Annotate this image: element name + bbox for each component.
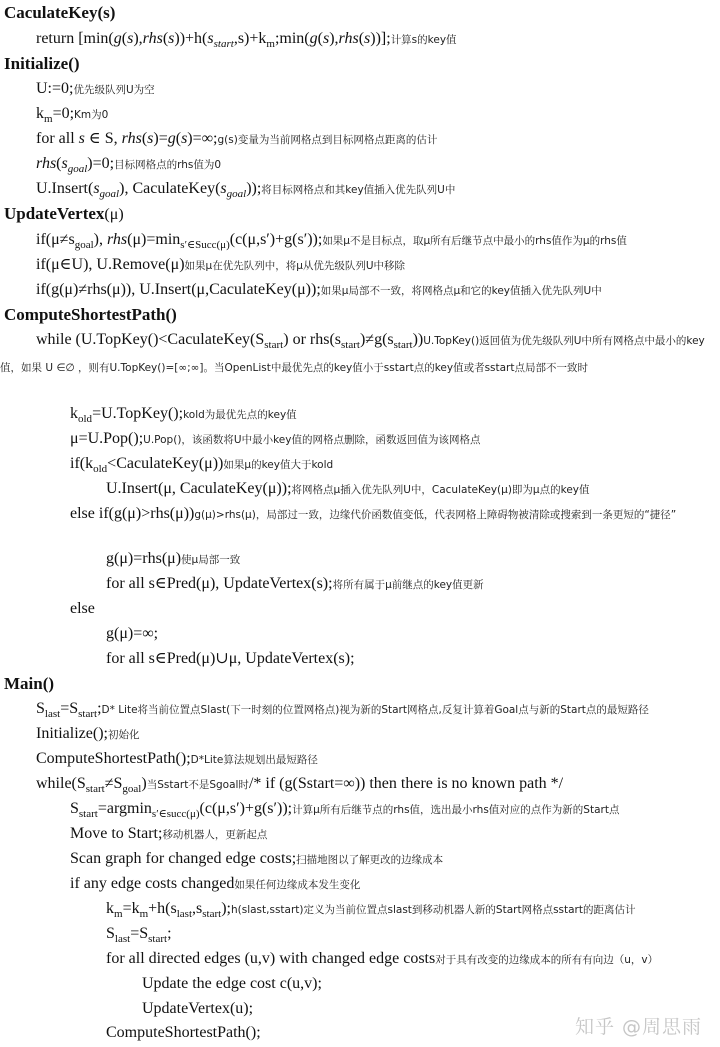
code-line: $S_{start}=argmin_{s'\in succ(\mu)}(c(\mu,s')+g(s'))$;计算μ所有后继节点的rhs值，选出最小rhs值对应的点作为新的Start点 [70, 800, 620, 821]
code-line-wrapped: while ($U.TopKey()<CaculateKey(S_{start})$ or $rhs(s_{start})\ne g(s_{start}))U.TopKey()$返回值为优先级队列U中所有网格点中最小的key值，如果 U ∈∅ ，则有U.TopKey()=[∞;∞]。当OpenList中最优先点的key值小于sstart点的key值或者sstart点局部不一致时 [0, 331, 705, 375]
code-line: Move to Start;移动机器人，更新起点 [70, 825, 268, 842]
code-comment: g(μ)>rhs(μ)，局部过一致，边缘代价函数值变低，代表网格上障碍物被清除或搜索到一条更短的“捷径” [194, 509, 677, 521]
code-comment: 计算s的key值 [390, 34, 457, 46]
code-line: Update the edge cost c(u,v); [142, 975, 322, 992]
code-line: if(g(μ)≠rhs(μ)), U.Insert(μ,CaculateKey(μ));如果μ局部不一致，将网格点μ和它的key值插入优先队列U中 [36, 281, 602, 298]
code-line: if any edge costs changed如果任何边缘成本发生变化 [70, 875, 361, 892]
heading-updatevertex: UpdateVertex(μ) [4, 204, 124, 223]
code-line: UpdateVertex(u); [142, 1000, 254, 1017]
code-comment: U.Pop()，该函数将U中最小key值的网格点删除，函数返回值为该网格点 [143, 434, 481, 446]
code-comment: h(slast,sstart)定义为当前位置点slast到移动机器人新的Start网格点sstart的距离估计 [230, 904, 636, 916]
code-comment: g(s)变量为当前网格点到目标网格点距离的估计 [217, 134, 438, 146]
code-line: return $[\min(g(s),rhs(s))+h(s_{start},s)+k_m;\min(g(s),rhs(s))]$;计算s的key值 [36, 30, 457, 51]
code-line: g(μ)=rhs(μ)使μ局部一致 [106, 550, 241, 567]
code-comment: 如果任何边缘成本发生变化 [234, 879, 361, 891]
code-comment: 优先级队列U为空 [73, 84, 155, 96]
code-comment: 对于具有改变的边缘成本的所有有向边（u，v） [435, 954, 659, 966]
code-line: Initialize();初始化 [36, 725, 140, 742]
heading-main: Main() [4, 674, 55, 693]
code-line: $while(S_{start}\ne S_{goal})$当Sstart不是Sgoal时/* if (g(Sstart=∞)) then there is no known path */ [36, 775, 564, 796]
code-comment: 如果μ不是目标点，取μ所有后继节点中最小的rhs值作为μ的rhs值 [322, 235, 627, 247]
code-line: U.Insert(μ, CaculateKey(μ));将网格点μ插入优先队列U中，CaculateKey(μ)即为μ点的key值 [106, 480, 590, 497]
code-line: ComputeShortestPath();D*Lite算法规划出最短路径 [36, 750, 318, 767]
code-comment: 如果μ的key值大于kold [223, 459, 334, 471]
code-line: Scan graph for changed edge costs;扫描地图以了解更改的边缘成本 [70, 850, 444, 867]
code-line: for all s∈Pred(μ), UpdateVertex(s);将所有属于μ前继点的key值更新 [106, 575, 484, 592]
code-comment: 扫描地图以了解更改的边缘成本 [296, 854, 444, 866]
code-comment: 将网格点μ插入优先队列U中，CaculateKey(μ)即为μ点的key值 [291, 484, 590, 496]
code-comment: D* Lite将当前位置点Slast(下一时刻的位置网格点)视为新的Start网格点,反复计算着Goal点与新的Start点的最短路径 [101, 704, 649, 716]
zhihu-watermark: 知乎 @周思雨 [574, 1016, 702, 1038]
code-line: if(μ∈U), U.Remove(μ)如果μ在优先队列中，将μ从优先级队列U中移除 [36, 256, 406, 273]
heading-initialize: Initialize() [4, 54, 80, 73]
code-line-wrapped: else if(g(μ)>rhs(μ))g(μ)>rhs(μ)，局部过一致，边缘代价函数值变低，代表网格上障碍物被清除或搜索到一条更短的“捷径” [70, 505, 677, 522]
code-line: $S_{last}=S_{start}$; [106, 925, 172, 946]
code-comment: 当Sstart不是Sgoal时 [146, 779, 249, 791]
code-line: for all s∈Pred(μ)∪μ, UpdateVertex(s); [106, 650, 355, 667]
code-comment: 使μ局部一致 [181, 554, 241, 566]
heading-computeshortestpath: ComputeShortestPath() [4, 305, 177, 324]
code-line: $if(k_{old}<CaculateKey(\mu))$如果μ的key值大于kold [70, 455, 334, 476]
code-comment: kold为最优先点的key值 [183, 409, 297, 421]
code-comment: 将所有属于μ前继点的key值更新 [332, 579, 484, 591]
code-comment: 目标网格点的rhs值为0 [114, 159, 222, 171]
code-line: $rhs(s_{goal})=0$;目标网格点的rhs值为0 [36, 155, 222, 176]
code-line: $if(\mu\ne s_{goal})$, $rhs(\mu)=\min_{s'\in Succ(\mu)}(c(\mu,s')+g(s'))$;如果μ不是目标点，取μ所有后继节点中最小的rhs值作为μ的rhs值 [36, 231, 627, 252]
code-comment: D*Lite算法规划出最短路径 [190, 754, 318, 766]
code-line: g(μ)=∞; [106, 625, 159, 642]
code-comment: 如果μ在优先队列中，将μ从优先级队列U中移除 [184, 260, 406, 272]
code-line: $k_{old}=U.TopKey();kold$为最优先点的key值 [70, 405, 297, 426]
code-line: $U.Insert(s_{goal})$, $CaculateKey(s_{goal})$);将目标网格点和其key值插入优先队列U中 [36, 180, 456, 201]
code-line: for all s ∈ S, rhs(s)=g(s)=∞;g(s)变量为当前网格点到目标网格点距离的估计 [36, 130, 438, 147]
code-line: for all directed edges (u,v) with changed edge costs对于具有改变的边缘成本的所有有向边（u，v） [106, 950, 659, 967]
code-comment: 如果μ局部不一致，将网格点μ和它的key值插入优先队列U中 [320, 285, 602, 297]
code-line: U:=0;优先级队列U为空 [36, 80, 155, 97]
code-line: ComputeShortestPath(); [106, 1024, 261, 1041]
code-line: $k_m=0;Km$为0 [36, 105, 109, 126]
code-line: $k_m=k_m+h(s_{last},s_{start});h(slast,sstart)$定义为当前位置点slast到移动机器人新的Start网格点sstart的距离估计 [106, 900, 636, 921]
code-comment: 计算μ所有后继节点的rhs值，选出最小rhs值对应的点作为新的Start点 [292, 804, 620, 816]
code-line: else [70, 600, 95, 617]
code-comment: 将目标网格点和其key值插入优先队列U中 [261, 184, 456, 196]
heading-caculatekey: CaculateKey(s) [4, 3, 116, 22]
code-inline-comment: /* if (g(Sstart=∞)) then there is no known path */ [248, 775, 564, 792]
code-comment: U.TopKey()返回值为优先级队列U中所有网格点中最小的key值，如果 U ∈∅ ，则有U.TopKey()=[∞;∞]。当OpenList中最优先点的key值小于sstart点的key值或者sstart点局部不一致时 [0, 335, 705, 375]
code-comment: 初始化 [107, 729, 140, 741]
code-comment: 移动机器人，更新起点 [162, 829, 268, 841]
code-line: $S_{last}=S_{start};D*$ Lite将当前位置点Slast(下一时刻的位置网格点)视为新的Start网格点,反复计算着Goal点与新的Start点的最短路径 [36, 700, 649, 721]
code-comment: Km为0 [74, 109, 109, 121]
code-line: μ=U.Pop();U.Pop()，该函数将U中最小key值的网格点删除，函数返回值为该网格点 [70, 430, 481, 447]
